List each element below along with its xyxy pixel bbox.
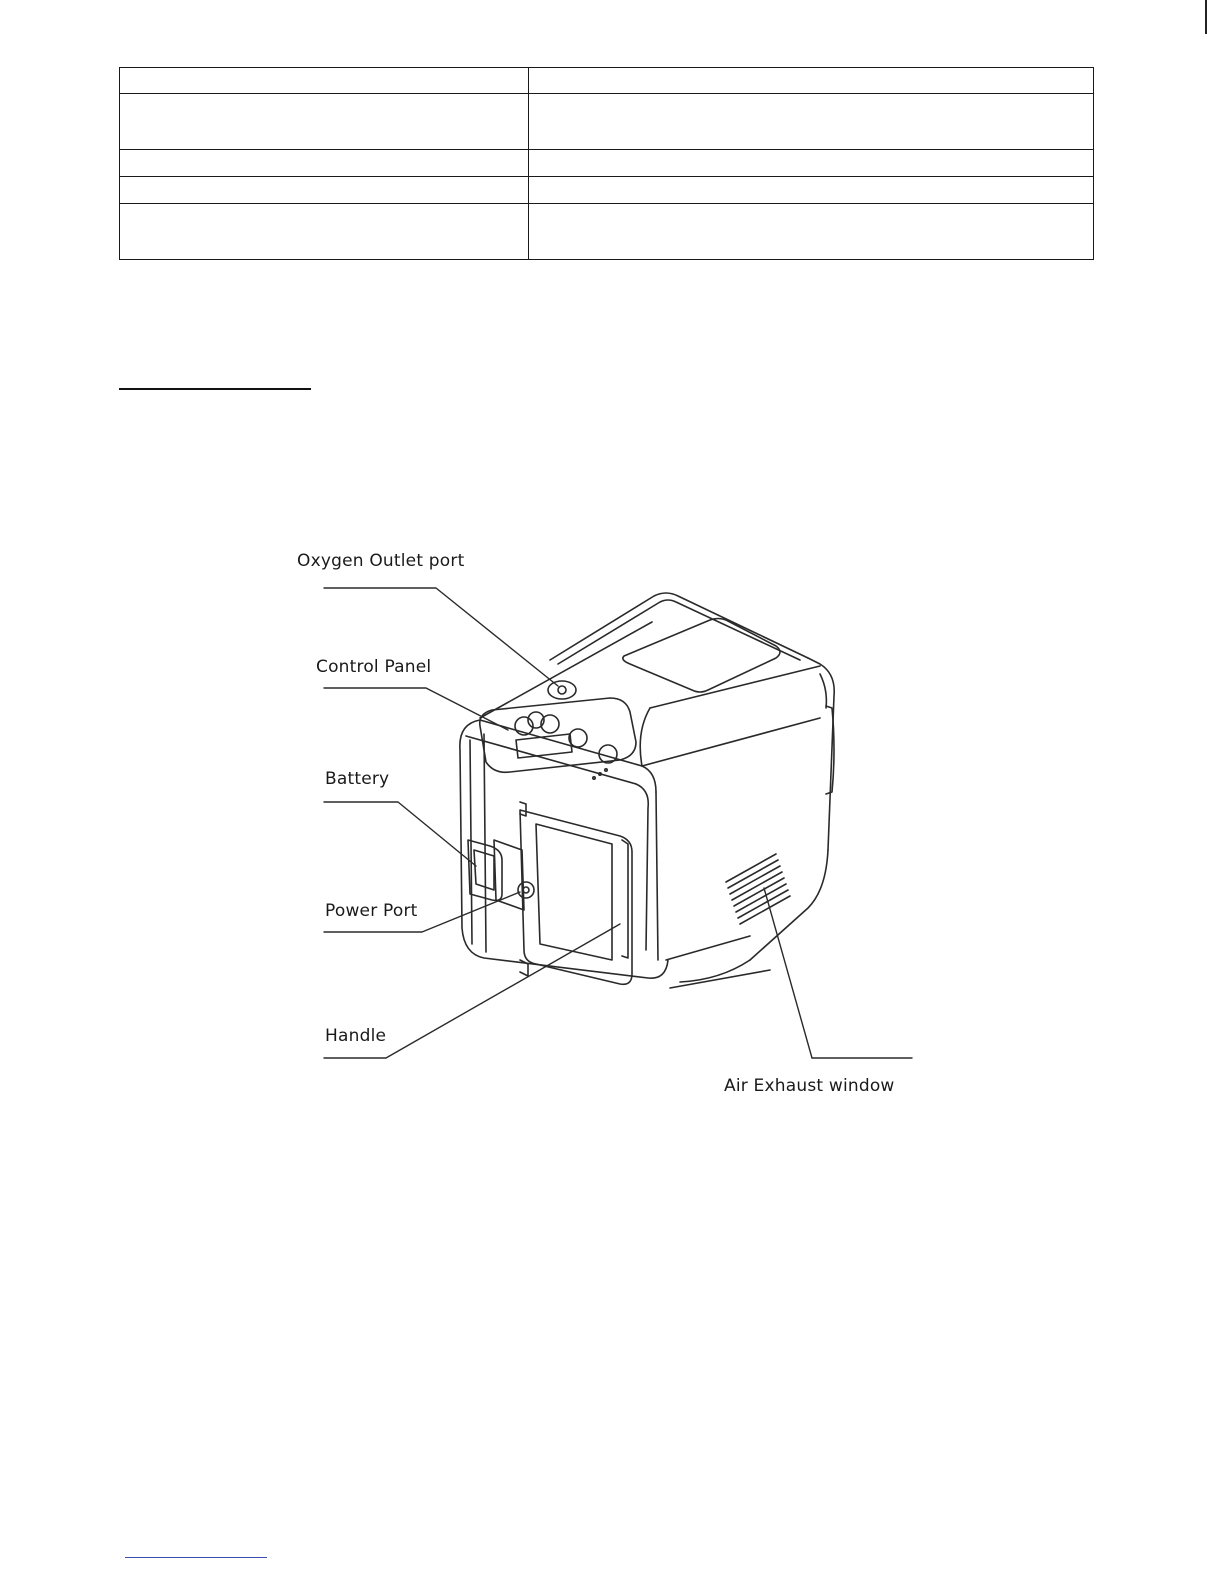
concentrator-illustration — [280, 540, 940, 1110]
table-cell-label — [120, 177, 529, 204]
label-power-port: Power Port — [325, 901, 418, 921]
table-cell-label — [120, 94, 529, 150]
table-cell-value — [529, 68, 1094, 94]
vent-lines — [726, 854, 790, 924]
label-control-panel: Control Panel — [316, 657, 432, 677]
table-cell-label — [120, 150, 529, 177]
table-cell-value — [529, 94, 1094, 150]
table-row — [120, 150, 1094, 177]
device-diagram — [280, 540, 940, 1110]
table-cell-value — [529, 204, 1094, 260]
label-handle: Handle — [325, 1026, 387, 1046]
table-cell-label — [120, 204, 529, 260]
table-row — [120, 94, 1094, 150]
table-cell-value — [529, 177, 1094, 204]
table-row — [120, 204, 1094, 260]
specification-table — [119, 67, 1094, 260]
label-oxygen-outlet-port: Oxygen Outlet port — [297, 551, 465, 571]
label-battery: Battery — [325, 769, 390, 789]
table-cell-value — [529, 150, 1094, 177]
section-heading-underline — [119, 388, 311, 390]
table-row — [120, 68, 1094, 94]
top-edge-rule — [1205, 0, 1207, 34]
footer-link-underline[interactable] — [125, 1557, 267, 1558]
table-cell-label — [120, 68, 529, 94]
table-row — [120, 177, 1094, 204]
label-air-exhaust-window: Air Exhaust window — [724, 1076, 895, 1096]
